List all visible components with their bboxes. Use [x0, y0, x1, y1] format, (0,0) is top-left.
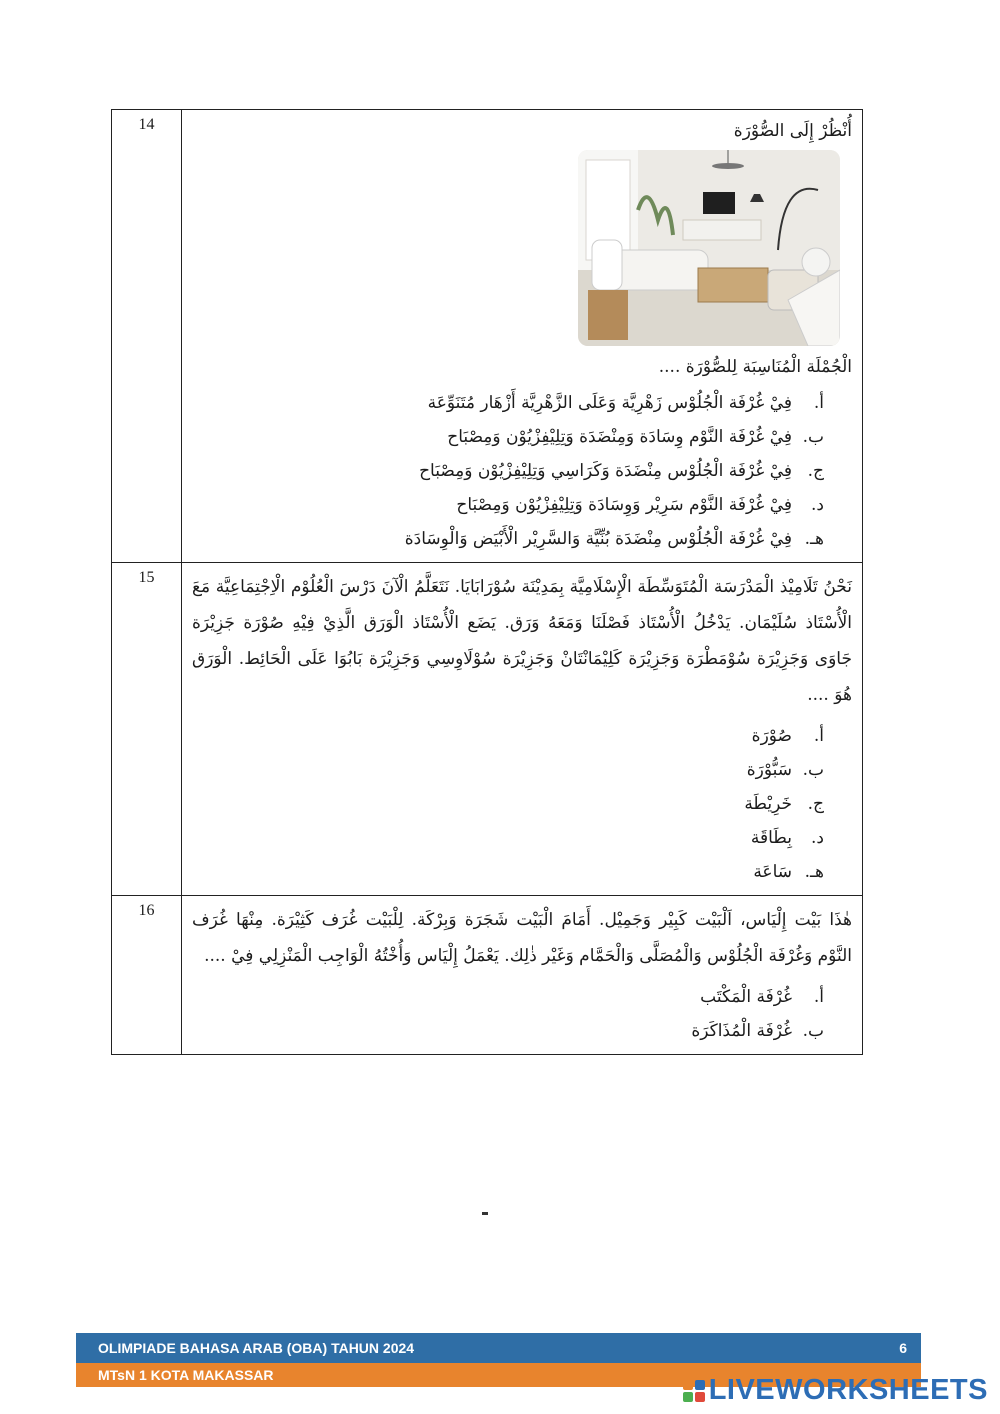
footer-title: OLIMPIADE BAHASA ARAB (OBA) TAHUN 2024 [98, 1340, 415, 1356]
option-e[interactable] [192, 855, 824, 889]
page-mark [482, 1212, 488, 1215]
question-row-16 [112, 895, 862, 1054]
option-text: فِيْ غُرْفَة النَّوْم وِسَادَة وَمِنْضَدَة وَتِلِيْفِزْيُوْن وَمِصْبَاح [447, 427, 792, 447]
option-text: خَرِيْطَة [744, 794, 792, 814]
option-letter: أ. [813, 393, 824, 413]
option-letter: أ. [813, 726, 824, 746]
questions-table [111, 109, 863, 1055]
option-text: فِيْ غُرْفَة النَّوْم سَرِيْر وَوِسَادَة وَتِلِيْفِزْيُوْن وَمِصْبَاح [456, 495, 792, 515]
option-text: غُرْفَة الْمُذَاكَرَة [691, 1021, 792, 1041]
option-a[interactable] [192, 980, 824, 1014]
option-text: بِطَاقَة [750, 828, 792, 848]
question-body [182, 896, 862, 1054]
option-letter: ج. [807, 794, 824, 814]
option-letter: أ. [813, 987, 824, 1007]
question-body [182, 563, 862, 895]
reading-passage: نَحْنُ تَلَامِيْذ الْمَدْرَسَة الْمُتَوَسِّطَة الْإِسْلَامِيَّة بِمَدِيْنَة سُوْرَابَايَا. نَتَعَلَّمُ الْآنَ دَرْسَ الْعُلُوْم الْاِجْتِمَاعِيَّة مَعَ الْأُسْتَاذ سُلَيْمَان. يَدْخُلُ الْأُسْتَاذ فَصْلَنَا وَمَعَهُ وَرَق. يَضَع الْأُسْتَاذ الْوَرَق الَّذِيْ فِيْهِ صُوْرَة جَزِيْرَة جَاوَى وَجَزِيْرَة سُوْمَطْرَة وَجَزِيْرَة كَلِيْمَانْتَانْ وَجَزِيْرَة سُوْلَاوِسِي وَجَزِيْرَة بَابُوَا عَلَى الْحَائِط. الْوَرَق هُوَ .... [192, 577, 852, 705]
reading-passage: هٰذَا بَيْت إِلْيَاس، اَلْبَيْت كَبِيْر وَجَمِيْل. أَمَامَ الْبَيْت شَجَرَة وَبِرْكَة. لِلْبَيْت غُرَف كَثِيْرَة. مِنْهَا غُرَف النَّوْم وَغُرْفَة الْجُلُوْس وَالْمُصَلَّى وَالْحَمَّام وَغَيْر ذٰلِك. يَعْمَلُ إِلْيَاس وَأُخْتُهُ الْوَاجِب الْمَنْزِلِي فِيْ .... [192, 910, 852, 966]
option-b[interactable] [192, 753, 824, 787]
question-instruction: أُنْظُرْ إِلَى الصُّوْرَة [733, 121, 852, 141]
living-room-photo [578, 150, 840, 346]
option-letter: ب. [802, 427, 824, 447]
option-b[interactable] [192, 1014, 824, 1048]
question-number: 14 [112, 110, 182, 562]
logo-blocks-icon [683, 1380, 705, 1402]
question-number: 15 [112, 563, 182, 895]
answer-options [192, 980, 852, 1048]
liveworksheets-logo[interactable] [683, 1374, 988, 1407]
option-letter: ب. [802, 1021, 824, 1041]
option-c[interactable] [192, 454, 824, 488]
option-d[interactable] [192, 488, 824, 522]
page-number: 6 [899, 1340, 907, 1356]
question-number: 16 [112, 896, 182, 1054]
option-text: غُرْفَة الْمَكْتَب [700, 987, 792, 1007]
answer-options [192, 719, 852, 889]
option-c[interactable] [192, 787, 824, 821]
answer-options [192, 386, 852, 556]
option-e[interactable] [192, 522, 824, 556]
option-letter: هـ. [804, 862, 824, 882]
option-letter: د. [811, 828, 824, 848]
question-row-14 [112, 110, 862, 562]
option-a[interactable] [192, 386, 824, 420]
option-text: فِيْ غُرْفَة الْجُلُوْس مِنْضَدَة بُنِّيَّة وَالسَّرِيْر الْأَبْيَض وَالْوِسَادَة [404, 529, 792, 549]
option-letter: د. [811, 495, 824, 515]
footer-title-bar [76, 1333, 921, 1363]
option-text: صُوْرَة [751, 726, 792, 746]
question-prompt: الْجُمْلَة الْمُنَاسِبَة لِلصُّوْرَة .... [658, 357, 852, 377]
brand-name: LIVEWORKSHEETS [708, 1374, 988, 1406]
option-text: فِيْ غُرْفَة الْجُلُوْس زَهْرِيَّة وَعَلَى الزَّهْرِيَّة أَزْهَار مُتَنَوِّعَة [427, 393, 792, 413]
question-row-15 [112, 562, 862, 895]
option-d[interactable] [192, 821, 824, 855]
living-room-illustration [578, 150, 840, 346]
option-b[interactable] [192, 420, 824, 454]
option-a[interactable] [192, 719, 824, 753]
question-body [182, 110, 862, 562]
footer-school: MTsN 1 KOTA MAKASSAR [98, 1367, 274, 1383]
option-letter: ب. [802, 760, 824, 780]
option-letter: ج. [807, 461, 824, 481]
option-text: سَاعَة [753, 862, 792, 882]
option-letter: هـ. [804, 529, 824, 549]
option-text: سَبُّوْرَة [746, 760, 792, 780]
option-text: فِيْ غُرْفَة الْجُلُوْس مِنْضَدَة وَكَرَاسِي وَتِلِيْفِزْيُوْن وَمِصْبَاح [419, 461, 792, 481]
